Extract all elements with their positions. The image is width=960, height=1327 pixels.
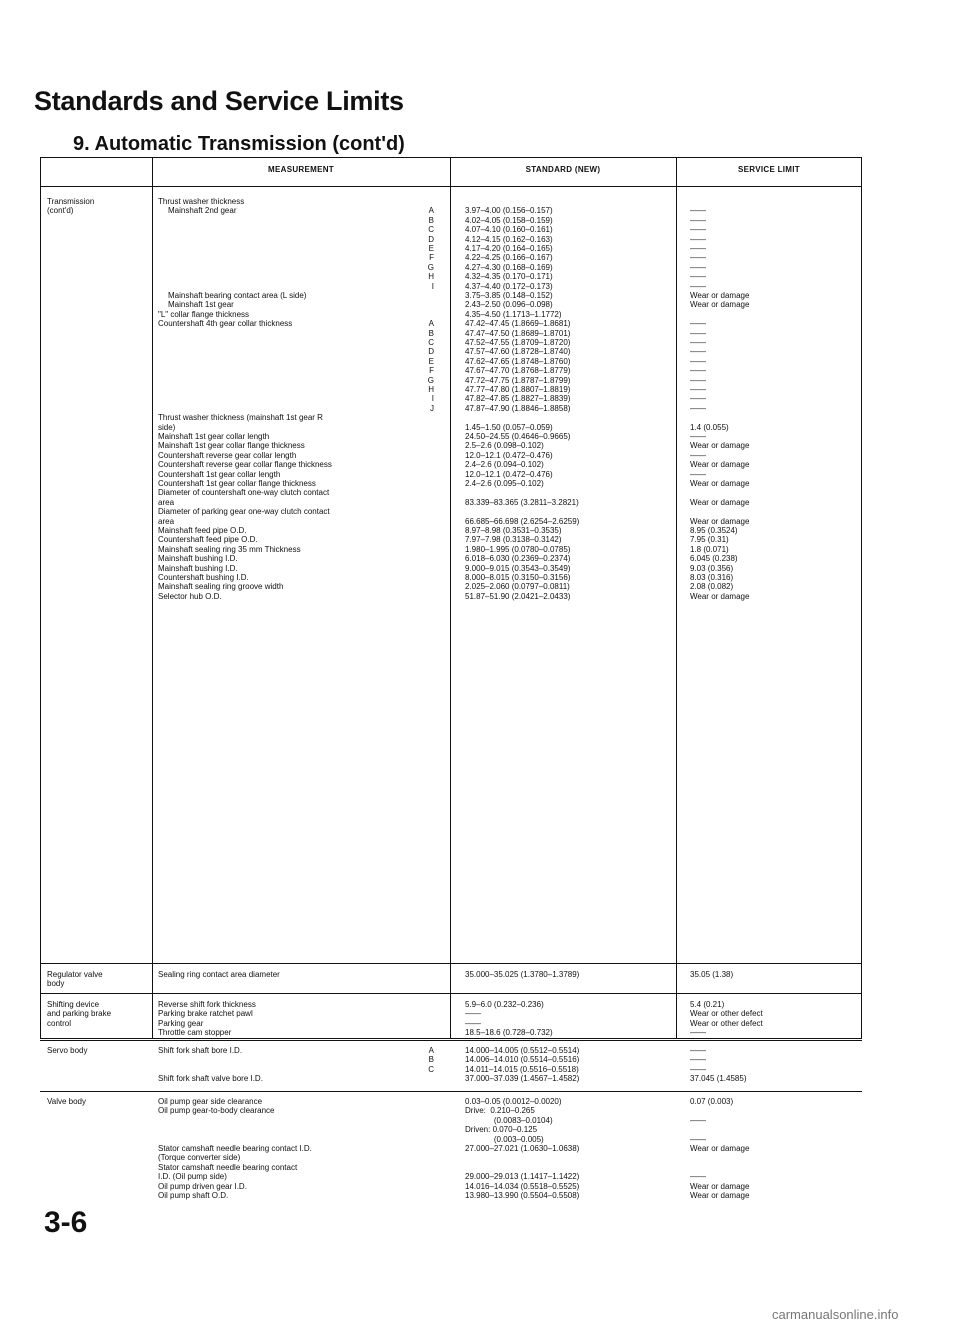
measurement-text: Shift fork shaft valve bore I.D. <box>158 1074 263 1084</box>
size-key: C <box>428 225 434 235</box>
service-limit-value: —— <box>690 450 706 460</box>
standard-value: 2.025–2.060 (0.0797–0.0811) <box>465 582 570 592</box>
measurement-text: Throttle cam stopper <box>158 1028 232 1038</box>
standard-value: 14.011–14.015 (0.5516–0.5518) <box>465 1064 579 1074</box>
service-limit-value: Wear or damage <box>690 1144 750 1153</box>
standard-value: 4.27–4.30 (0.168–0.169) <box>465 262 553 272</box>
measurement-text: Sealing ring contact area diameter <box>158 970 280 979</box>
measurement-text: Parking brake ratchet pawl <box>158 1009 253 1019</box>
service-limit-value: 8.03 (0.316) <box>690 573 734 582</box>
measurement-text: Stator camshaft needle bearing contact <box>158 1162 298 1172</box>
service-limit-value: 1.4 (0.055) <box>690 422 729 432</box>
measurement-subtext: Mainshaft bearing contact area (L side) <box>168 291 307 300</box>
standard-value: 5.9–6.0 (0.232–0.236) <box>465 1000 544 1009</box>
service-limit-value: Wear or damage <box>690 591 750 601</box>
size-key: I <box>431 281 434 291</box>
service-limit-value: —— <box>690 234 706 244</box>
size-key: J <box>430 403 434 413</box>
service-limit-value: 7.95 (0.31) <box>690 535 729 545</box>
standard-value: —— <box>465 1018 481 1028</box>
service-limit-value: 2.08 (0.082) <box>690 582 734 592</box>
standard-value: 8.97–8.98 (0.3531–0.3535) <box>465 526 562 535</box>
service-limit-value: —— <box>690 281 706 291</box>
group-label: Regulator valve body <box>47 970 103 989</box>
standard-value: 24.50–24.55 (0.4646–0.9665) <box>465 432 571 441</box>
size-key: A <box>428 319 434 329</box>
standard-value: 9.000–9.015 (0.3543–0.3549) <box>465 563 571 573</box>
section-title: 9. Automatic Transmission (cont'd) <box>64 133 414 156</box>
service-limit-value: —— <box>690 206 706 216</box>
service-limit-value: 37.045 (1.4585) <box>690 1074 747 1084</box>
standard-value: —— <box>465 1009 481 1019</box>
measurement-subtext: Mainshaft 2nd gear <box>168 206 237 216</box>
service-limit-value: Wear or damage <box>690 516 750 526</box>
standard-value: 2.4–2.6 (0.095–0.102) <box>465 479 544 488</box>
standard-value: 47.62–47.65 (1.8748–1.8760) <box>465 356 571 366</box>
standard-value: 66.685–66.698 (2.6254–2.6259) <box>465 516 580 526</box>
measurement-text: Selector hub O.D. <box>158 591 222 601</box>
service-limit-value: 5.4 (0.21) <box>690 1000 725 1009</box>
standard-value: 6.018–6.030 (0.2369–0.2374) <box>465 554 571 564</box>
service-limit-value: —— <box>690 1172 706 1182</box>
measurement-text: Shift fork shaft bore I.D. <box>158 1046 243 1055</box>
measurement-text: Mainshaft sealing ring 35 mm Thickness <box>158 544 301 554</box>
group-label: Servo body <box>47 1046 88 1055</box>
standard-value: 4.35–4.50 (1.1713–1.1772) <box>465 309 562 319</box>
group-label: Shifting device and parking brake control <box>47 1000 112 1028</box>
service-limit-value: —— <box>690 225 706 235</box>
measurement-text: Diameter of parking gear one-way clutch contact <box>158 507 330 517</box>
size-key: I <box>431 394 434 404</box>
service-limit-value: Wear or damage <box>690 1181 750 1191</box>
service-limit-value: —— <box>690 1046 706 1055</box>
measurement-text: Mainshaft bushing I.D. <box>158 554 238 564</box>
measurement-text: Parking gear <box>158 1018 204 1028</box>
service-limit-value: Wear or damage <box>690 300 750 310</box>
standard-value: 1.980–1.995 (0.0780–0.0785) <box>465 544 571 554</box>
size-key: C <box>428 1064 434 1074</box>
measurement-text: Thrust washer thickness <box>158 197 245 206</box>
size-key: E <box>428 244 434 253</box>
measurement-text: area <box>158 516 175 526</box>
measurement-text: I.D. (Oil pump side) <box>158 1172 227 1182</box>
column-divider-1 <box>152 157 153 1039</box>
service-limit-value: 0.07 (0.003) <box>690 1097 734 1106</box>
service-limit-value: Wear or damage <box>690 1191 750 1200</box>
service-limit-value: —— <box>690 1134 706 1144</box>
standard-value: 3.97–4.00 (0.156–0.157) <box>465 206 553 216</box>
watermark: carmanualsonline.info <box>772 1307 899 1322</box>
standard-value: 18.5–18.6 (0.728–0.732) <box>465 1028 553 1038</box>
size-key: A <box>428 206 434 216</box>
column-divider-2 <box>450 157 451 1039</box>
service-limit-value: —— <box>690 403 706 413</box>
standard-value: 27.000–27.021 (1.0630–1.0638) <box>465 1144 580 1153</box>
measurement-text: Countershaft 4th gear collar thickness <box>158 319 293 329</box>
column-divider-3 <box>676 157 677 1039</box>
header-divider <box>40 186 862 187</box>
standard-value: 4.22–4.25 (0.166–0.167) <box>465 253 553 263</box>
header-standard: STANDARD (NEW) <box>525 165 601 174</box>
page-title: Standards and Service Limits <box>34 86 404 116</box>
service-limit-value: —— <box>690 432 706 441</box>
measurement-text: Oil pump shaft O.D. <box>158 1191 229 1200</box>
standard-value: 3.75–3.85 (0.148–0.152) <box>465 291 553 300</box>
standard-value: 47.52–47.55 (1.8709–1.8720) <box>465 338 571 347</box>
size-key: G <box>427 262 434 272</box>
measurement-text: Reverse shift fork thickness <box>158 1000 256 1009</box>
service-limit-value: —— <box>690 366 706 376</box>
standard-value: 47.57–47.60 (1.8728–1.8740) <box>465 347 571 357</box>
standard-value: 51.87–51.90 (2.0421–2.0433) <box>465 591 571 601</box>
service-limit-value: —— <box>690 319 706 329</box>
measurement-text: Oil pump driven gear I.D. <box>158 1181 247 1191</box>
measurement-text: side) <box>158 422 176 432</box>
measurement-text: Oil pump gear-to-body clearance <box>158 1106 275 1116</box>
size-key: H <box>428 385 434 394</box>
measurement-text: Countershaft 1st gear collar length <box>158 469 281 479</box>
standard-value: Drive: 0.210–0.265 <box>465 1106 535 1116</box>
measurement-text: Thrust washer thickness (mainshaft 1st gear R <box>158 413 323 423</box>
service-limit-value: —— <box>690 244 706 253</box>
group-divider <box>40 1040 862 1041</box>
service-limit-value: —— <box>690 375 706 385</box>
service-limit-value: —— <box>690 1028 706 1038</box>
size-key: A <box>428 1046 434 1055</box>
standard-value: 8.000–8.015 (0.3150–0.3156) <box>465 573 571 582</box>
service-limit-value: Wear or damage <box>690 479 750 488</box>
standard-value: 12.0–12.1 (0.472–0.476) <box>465 450 553 460</box>
standard-value: 4.07–4.10 (0.160–0.161) <box>465 225 553 235</box>
standard-value: 4.12–4.15 (0.162–0.163) <box>465 234 553 244</box>
measurement-text: Countershaft bushing I.D. <box>158 573 249 582</box>
service-limit-value: —— <box>690 215 706 225</box>
standard-value: 47.42–47.45 (1.8669–1.8681) <box>465 319 571 329</box>
size-key: B <box>428 215 434 225</box>
standard-value: 14.006–14.010 (0.5514–0.5516) <box>465 1055 580 1065</box>
service-limit-value: 9.03 (0.356) <box>690 563 734 573</box>
measurement-text: Countershaft reverse gear collar flange thickness <box>158 460 332 470</box>
service-limit-value: Wear or damage <box>690 497 750 507</box>
size-key: F <box>429 366 434 376</box>
standard-value: 12.0–12.1 (0.472–0.476) <box>465 469 553 479</box>
measurement-text: area <box>158 497 175 507</box>
size-key: E <box>428 356 434 366</box>
service-limit-value: —— <box>690 356 706 366</box>
size-key: B <box>428 328 434 338</box>
standard-value: 35.000–35.025 (1.3780–1.3789) <box>465 970 580 979</box>
measurement-text: Countershaft feed pipe O.D. <box>158 535 258 545</box>
standard-value: 47.77–47.80 (1.8807–1.8819) <box>465 385 571 394</box>
standard-value: 4.32–4.35 (0.170–0.171) <box>465 272 553 282</box>
standard-value: 14.000–14.005 (0.5512–0.5514) <box>465 1046 580 1055</box>
standard-value: 0.03–0.05 (0.0012–0.0020) <box>465 1097 562 1106</box>
standard-value: 47.72–47.75 (1.8787–1.8799) <box>465 375 571 385</box>
standard-value: 7.97–7.98 (0.3138–0.3142) <box>465 535 562 545</box>
size-key: F <box>429 253 434 263</box>
measurement-text: (Torque converter side) <box>158 1153 241 1163</box>
page-number: 3-6 <box>44 1206 88 1239</box>
service-limit-value: Wear or damage <box>690 460 750 470</box>
measurement-text: Mainshaft feed pipe O.D. <box>158 526 247 535</box>
standard-value: (0.0083–0.0104) <box>465 1115 553 1125</box>
header-measurement: MEASUREMENT <box>268 165 334 174</box>
size-key: C <box>428 338 434 347</box>
standard-value: Driven: 0.070–0.125 <box>465 1125 538 1135</box>
standard-value: (0.003–0.005) <box>465 1134 544 1144</box>
measurement-subtext: Mainshaft 1st gear <box>168 300 234 310</box>
group-label: Valve body <box>47 1097 86 1106</box>
service-limit-value: —— <box>690 347 706 357</box>
service-limit-value: Wear or damage <box>690 441 750 451</box>
service-limit-value: Wear or other defect <box>690 1018 763 1028</box>
standard-value: 47.67–47.70 (1.8768–1.8779) <box>465 366 571 376</box>
group-divider <box>40 993 862 994</box>
measurement-text: Mainshaft 1st gear collar flange thickness <box>158 441 305 451</box>
service-limit-value: —— <box>690 1055 706 1065</box>
measurement-text: Countershaft reverse gear collar length <box>158 450 297 460</box>
standard-value: 47.87–47.90 (1.8846–1.8858) <box>465 403 571 413</box>
measurement-text: Countershaft 1st gear collar flange thickness <box>158 479 316 488</box>
standard-value: 83.339–83.365 (3.2811–3.2821) <box>465 497 579 507</box>
service-limit-value: —— <box>690 385 706 394</box>
measurement-text: Mainshaft 1st gear collar length <box>158 432 270 441</box>
measurement-text: Mainshaft bushing I.D. <box>158 563 238 573</box>
service-limit-value: 6.045 (0.238) <box>690 554 738 564</box>
header-service-limit: SERVICE LIMIT <box>738 165 800 174</box>
standard-value: 2.5–2.6 (0.098–0.102) <box>465 441 544 451</box>
standard-value: 14.016–14.034 (0.5518–0.5525) <box>465 1181 580 1191</box>
standard-value: 4.17–4.20 (0.164–0.165) <box>465 244 553 253</box>
size-key: D <box>428 234 434 244</box>
size-key: G <box>427 375 434 385</box>
measurement-text: Stator camshaft needle bearing contact I.D. <box>158 1144 312 1153</box>
size-key: B <box>428 1055 434 1065</box>
standard-value: 29.000–29.013 (1.1417–1.1422) <box>465 1172 580 1182</box>
service-limit-value: —— <box>690 262 706 272</box>
service-limit-value: —— <box>690 1064 706 1074</box>
service-limit-value: —— <box>690 338 706 347</box>
standard-value: 2.4–2.6 (0.094–0.102) <box>465 460 544 470</box>
service-limit-value: —— <box>690 394 706 404</box>
group-divider <box>40 1091 862 1092</box>
size-key: H <box>428 272 434 282</box>
service-limit-value: —— <box>690 1115 706 1125</box>
service-limit-value: —— <box>690 469 706 479</box>
standard-value: 4.02–4.05 (0.158–0.159) <box>465 215 553 225</box>
service-limit-value: Wear or other defect <box>690 1009 763 1019</box>
service-limit-value: —— <box>690 253 706 263</box>
group-label: Transmission (cont'd) <box>47 197 95 216</box>
size-key: D <box>428 347 434 357</box>
standard-value: 1.45–1.50 (0.057–0.059) <box>465 422 553 432</box>
measurement-text: Mainshaft sealing ring groove width <box>158 582 284 592</box>
measurement-text: Oil pump gear side clearance <box>158 1097 263 1106</box>
standard-value: 47.82–47.85 (1.8827–1.8839) <box>465 394 571 404</box>
service-limit-value: Wear or damage <box>690 291 750 300</box>
service-limit-value: 35.05 (1.38) <box>690 970 734 979</box>
service-limit-value: 1.8 (0.071) <box>690 544 729 554</box>
standard-value: 37.000–37.039 (1.4567–1.4582) <box>465 1074 580 1084</box>
standard-value: 13.980–13.990 (0.5504–0.5508) <box>465 1191 580 1200</box>
service-limit-value: 8.95 (0.3524) <box>690 526 738 535</box>
service-limit-value: —— <box>690 328 706 338</box>
measurement-text: Diameter of countershaft one-way clutch contact <box>158 488 330 498</box>
service-limit-value: —— <box>690 272 706 282</box>
measurement-text: "L" collar flange thickness <box>158 309 250 319</box>
standard-value: 2.43–2.50 (0.096–0.098) <box>465 300 553 310</box>
group-divider <box>40 963 862 964</box>
standard-value: 47.47–47.50 (1.8689–1.8701) <box>465 328 571 338</box>
standard-value: 4.37–4.40 (0.172–0.173) <box>465 281 553 291</box>
